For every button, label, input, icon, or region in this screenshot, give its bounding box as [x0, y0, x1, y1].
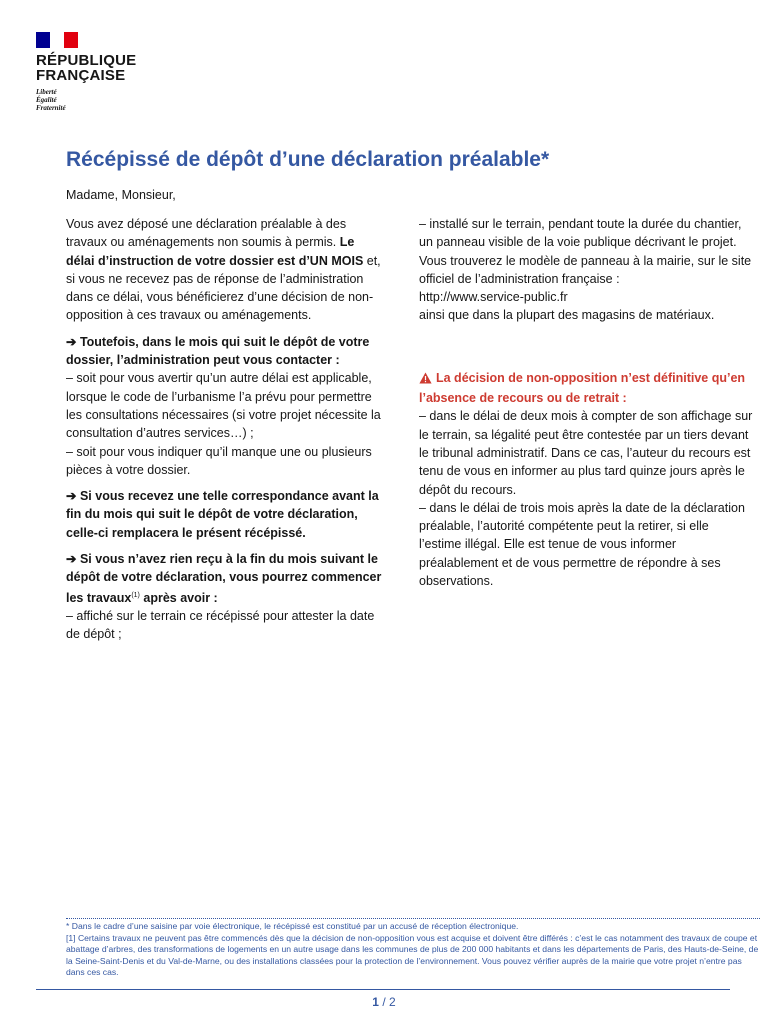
footnote-divider: [66, 918, 760, 919]
contact-paragraph: ➔ Toutefois, dans le mois qui suit le dépôt de votre dossier, l’administration peut vous contacter : – soit pour vous avertir qu’un autre délai est applicable, lorsque le code de l’urbanisme l’a prévu pour permettre les consultations nécessaires (si votre projet nécessite la consultation d’autres services…) ; – soit pour vous indiquer qu’il manque une ou plusieurs pièces à votre dossier.: [66, 334, 381, 477]
page-current: 1: [372, 995, 379, 1009]
republic-line-1: RÉPUBLIQUE: [36, 52, 137, 69]
footnotes: [66, 921, 760, 979]
republic-line-2: FRANÇAISE: [36, 67, 126, 84]
page-indicator: 1 / 2: [372, 995, 396, 1009]
panel-paragraph: – installé sur le terrain, pendant toute la durée du chantier, un panneau visible de la voie publique décrivant le projet. Vous trouverez le modèle de panneau à la mairie, sur le site officiel de l’administration française : http://www.service-public.fr ainsi que dans la plupart des magasins de matériaux.: [419, 217, 752, 323]
list-item: – installé sur le terrain, pendant toute la durée du chantier, un panneau visible de la voie publique décrivant le projet. Vous trouverez le modèle de panneau à la mairie, sur le site officiel de l’administration française :: [419, 217, 752, 286]
list-item: – affiché sur le terrain ce récépissé pour attester la date de dépôt ;: [66, 608, 375, 642]
warning-title: La décision de non-opposition n’est définitive qu’en l’absence de recours ou de retrait :: [419, 370, 746, 406]
list-item: – soit pour vous indiquer qu’il manque une ou plusieurs pièces à votre dossier.: [66, 444, 372, 477]
list-item: – dans le délai de trois mois après la date de la déclaration préalable, l’autorité compétente peut la retirer, si elle l’estime illégal. Elle est tenue de vous informer préalablement et de vous permettre de répondre à ses observations.: [419, 500, 745, 589]
bottom-divider: [36, 989, 730, 990]
arrow-icon: ➔: [66, 334, 77, 349]
motto: [36, 88, 136, 112]
motto-egalite: Égalité: [36, 96, 57, 104]
document-title: Récépissé de dépôt d’une déclaration préalable*: [66, 148, 550, 171]
republic-name: [36, 53, 136, 83]
footnote-1: [1] Certains travaux ne peuvent pas être commencés dès que la décision de non-opposition vous est acquise et doivent être différés : c’est le cas notamment des travaux de coupe et abattage d’arbres, des transformations de logements en un autre usage dans les communes de plus de 200 000 habitants et dans les départements de Paris, des Hauts-de-Seine, de la Seine-Saint-Denis et du Val-de-Marne, ou des installations classées pour la protection de l’environnement. Vous pouvez vérifier auprès de la mairie que votre projet n’entre pas dans ces cas.: [66, 932, 759, 978]
warning-paragraph: [419, 369, 754, 591]
arrow-icon: ➔: [66, 552, 77, 567]
footnote-electronic: * Dans le cadre d’une saisine par voie électronique, le récépissé est constitué par un accusé de réception électronique.: [66, 921, 519, 931]
correspondence-paragraph: ➔ Si vous recevez une telle correspondance avant la fin du mois qui suit le dépôt de votre déclaration, celle-ci remplacera le présent récépissé.: [66, 489, 379, 540]
start-works-paragraph: ➔ Si vous n’avez rien reçu à la fin du mois suivant le dépôt de votre déclaration, vous pourrez commencer les travaux$^{(1)}$ après avoir : – affiché sur le terrain ce récépissé pour attester la date de dépôt ;: [66, 552, 382, 642]
page-total: 2: [389, 995, 396, 1009]
arrow-icon: ➔: [66, 489, 77, 504]
list-item: – soit pour vous avertir qu’un autre délai est applicable, lorsque le code de l’urbanisme l’a prévu pour permettre les consultations nécessaires (si votre projet nécessite la consultation d’autres services…) ;: [66, 371, 381, 441]
motto-liberte: Liberté: [36, 88, 57, 96]
republique-francaise-logo: [36, 32, 136, 112]
warning-triangle-icon: [419, 371, 432, 389]
footnote-ref: (1): [131, 591, 140, 599]
list-item: – dans le délai de deux mois à compter de son affichage sur le terrain, sa légalité peut être contestée par un tiers devant le tribunal administratif. Dans ce cas, l’auteur du recours est tenu de vous en informer au plus tard quinze jours après le dépôt du recours.: [419, 409, 753, 497]
intro-paragraph: Vous avez déposé une déclaration préalable à des travaux ou aménagements non soumis à permis. Le délai d’instruction de votre dossier est d’UN MOIS et, si vous ne recevez pas de réponse de l’administration dans ce délai, vous bénéficierez d’une décision de non-opposition à ces travaux ou aménagements.: [66, 217, 381, 323]
french-flag-icon: [36, 32, 78, 48]
delay-emphasis: Le délai d’instruction de votre dossier est d’UN MOIS: [66, 235, 364, 268]
left-column: [66, 215, 386, 652]
right-column: [419, 215, 754, 598]
service-public-link[interactable]: http://www.service-public.fr: [419, 290, 568, 305]
salutation: Madame, Monsieur,: [66, 188, 176, 202]
motto-fraternite: Fraternité: [36, 104, 66, 112]
